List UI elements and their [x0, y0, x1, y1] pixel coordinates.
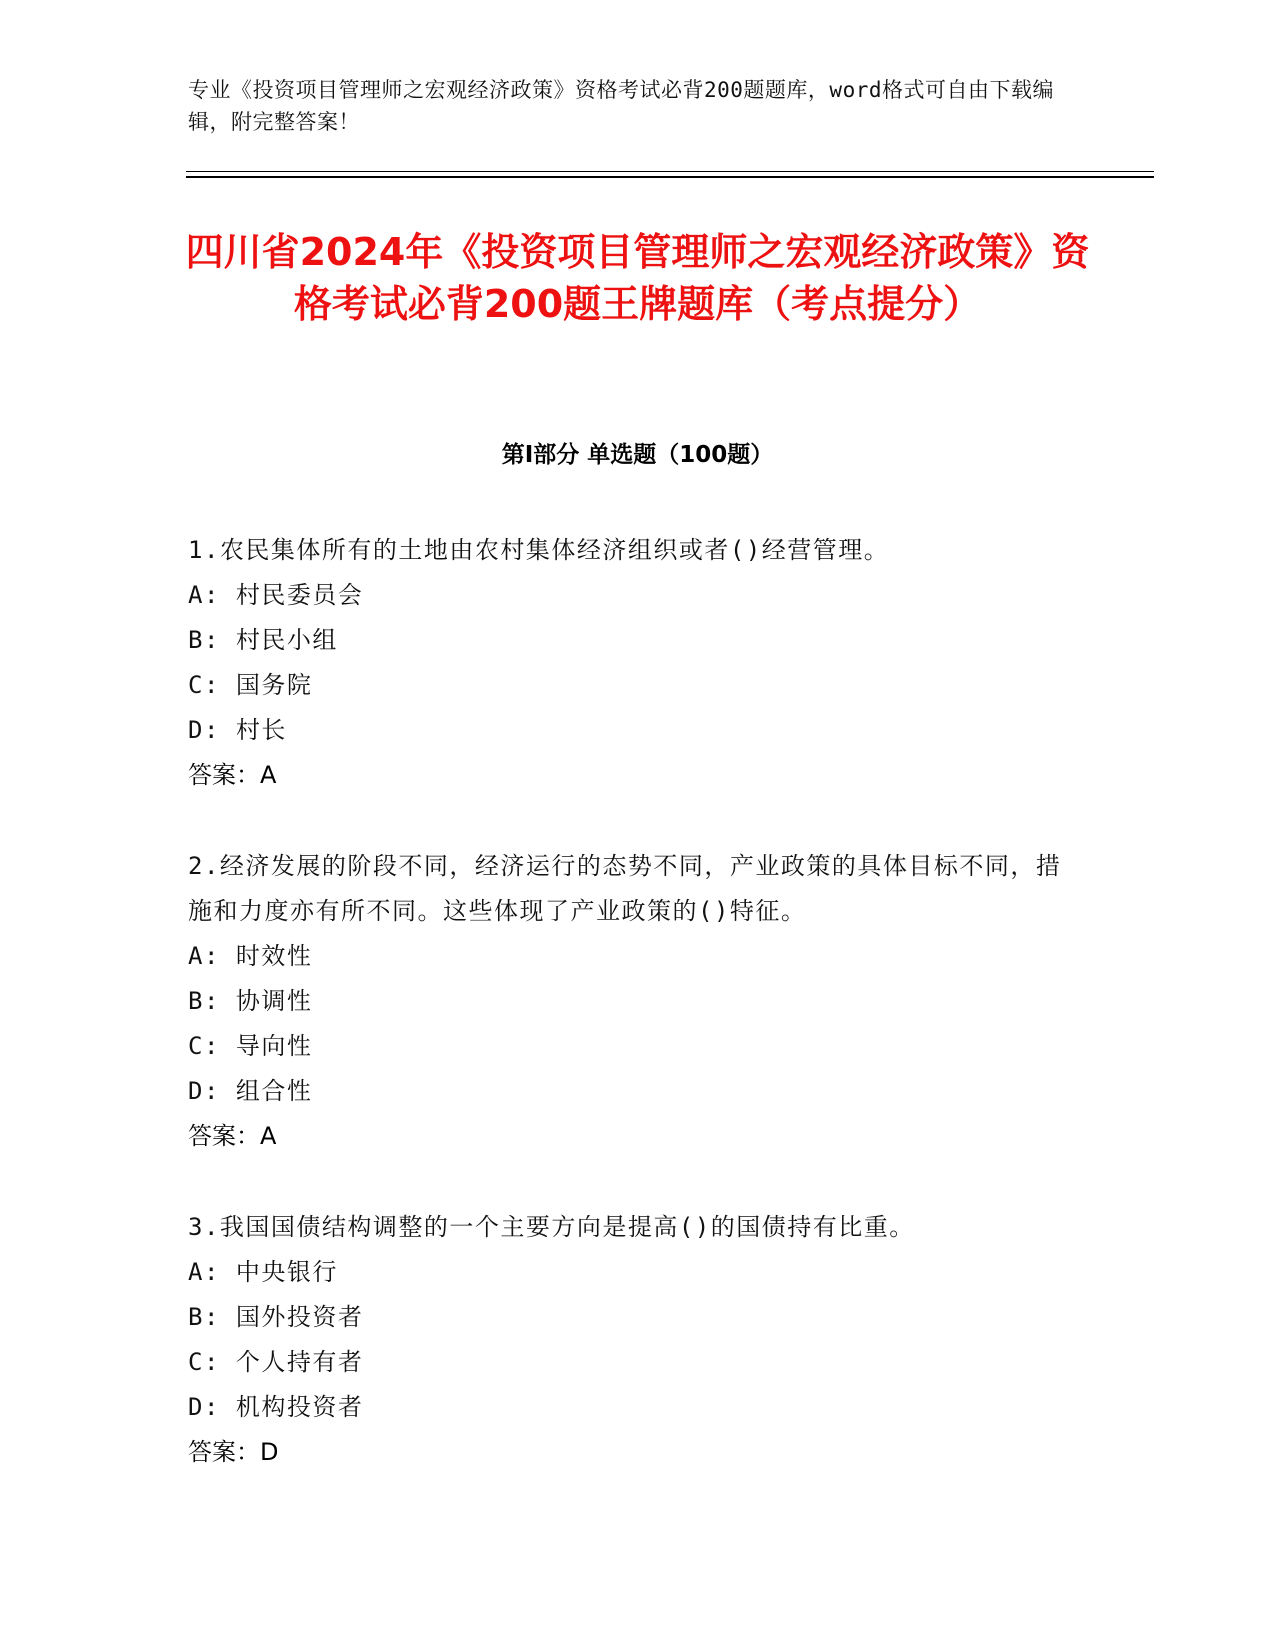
- question-item: [188, 844, 1068, 1159]
- question-item: [188, 528, 1068, 798]
- header-note: 专业《投资项目管理师之宏观经济政策》资格考试必背200题题库，word格式可自由下载编辑，附完整答案！: [188, 78, 1054, 134]
- option-a: A: 时效性: [188, 942, 313, 970]
- document-title: 四川省2024年《投资项目管理师之宏观经济政策》资格考试必背200题王牌题库（考点提分）: [185, 230, 1090, 326]
- question-stem: 1.农民集体所有的土地由农村集体经济组织或者()经营管理。: [188, 536, 890, 564]
- option-d: D: 组合性: [188, 1077, 313, 1105]
- option-b: B: 协调性: [188, 987, 313, 1015]
- question-item: [188, 1205, 1068, 1475]
- section-heading: 第Ⅰ部分 单选题（100题）: [501, 442, 774, 468]
- header-divider-thin: [186, 171, 1154, 172]
- option-b: B: 国外投资者: [188, 1303, 364, 1331]
- question-list: [188, 528, 1068, 1521]
- option-d: D: 村长: [188, 716, 287, 744]
- option-c: C: 国务院: [188, 671, 313, 699]
- answer-line: 答案：A: [188, 761, 277, 789]
- option-c: C: 个人持有者: [188, 1348, 364, 1376]
- option-a: A: 中央银行: [188, 1258, 338, 1286]
- question-stem: 2.经济发展的阶段不同，经济运行的态势不同，产业政策的具体目标不同，措施和力度亦有所不同。这些体现了产业政策的()特征。: [188, 852, 1062, 925]
- option-a: A: 村民委员会: [188, 581, 364, 609]
- option-d: D: 机构投资者: [188, 1393, 364, 1421]
- option-c: C: 导向性: [188, 1032, 313, 1060]
- answer-line: 答案：D: [188, 1438, 279, 1466]
- question-stem: 3.我国国债结构调整的一个主要方向是提高()的国债持有比重。: [188, 1213, 915, 1241]
- answer-line: 答案：A: [188, 1122, 277, 1150]
- header-divider-thick: [186, 176, 1154, 178]
- option-b: B: 村民小组: [188, 626, 338, 654]
